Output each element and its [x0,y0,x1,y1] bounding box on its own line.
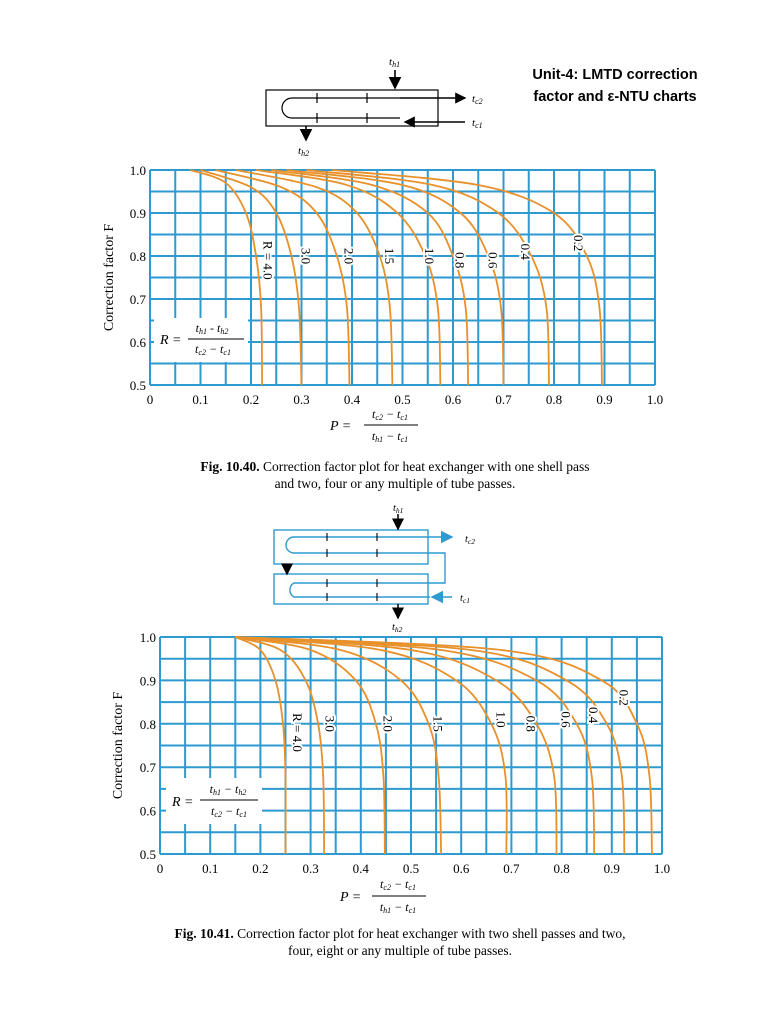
label-th2: th2 [298,145,310,158]
label-tc1: tc1 [472,117,483,130]
shell-outline [266,90,438,126]
y-tick-label: 0.8 [139,716,156,732]
p-formula-2 [339,877,426,915]
label-tc1-2: tc1 [460,593,471,605]
x-tick-label: 0.2 [252,861,269,876]
x-tick-label: 0.9 [596,392,613,407]
curve-label: 0.6 [485,252,501,269]
x-tick-label: 0.4 [343,392,361,407]
x-tick-label: 0.1 [192,392,209,407]
caption-1041-line2: four, eight or any multiple of tube passes. [287,943,513,958]
x-tick-label: 0.3 [302,861,319,876]
curve-label: 3.0 [298,247,314,265]
y-tick-label: 0.7 [139,760,156,776]
y-tick-label: 0.9 [129,206,146,221]
r-formula-numerator-2: th1 − th2 [209,782,247,797]
x-tick-label: 0.1 [202,861,219,876]
label-th1-2: th1 [393,503,404,515]
x-tick-label: 0.8 [553,861,570,876]
y-axis-label-2: Correction factor F [111,691,126,800]
curve-label: 1.5 [430,715,446,732]
axes [102,224,117,332]
y-tick-label: 1.0 [139,630,156,645]
tube-path [282,98,400,118]
schematic-two-shell [260,500,520,635]
curve-label: 0.8 [523,715,539,732]
curve-label: 2.0 [380,715,396,732]
x-tick-label: 0.6 [453,861,470,876]
shell-upper [274,530,428,564]
unit-title [470,64,760,108]
tick-labels-2 [140,630,670,876]
r-formula-denominator: tc2 − tc1 [195,342,231,357]
r-formula-denominator-2: tc2 − tc1 [211,804,247,819]
figure-number-1041: Fig. 10.41. [174,926,234,941]
x-tick-label: 0.8 [545,392,563,407]
curve-label: 0.8 [452,252,468,269]
axes-2 [111,692,126,800]
y-tick-label: 0.9 [139,673,156,689]
r-formula-lhs-2: R = [172,795,194,810]
x-tick-label: 0.2 [242,392,260,407]
label-th2-2: th2 [392,622,403,634]
r-formula-2 [166,778,262,824]
curve-label: 0.2 [616,689,632,706]
curve-label: 0.4 [518,243,534,260]
figure-caption-1041 [110,925,690,959]
x-tick-label: 0.6 [444,392,462,407]
caption-1040-line1: Correction factor plot for heat exchanger with one shell pass [263,459,590,474]
y-tick-label: 0.5 [139,847,156,862]
caption-1040-line2: and two, four or any multiple of tube passes. [274,476,516,491]
x-tick-label: 0.9 [603,861,620,876]
y-tick-label: 0.5 [129,378,146,393]
x-tick-label: 0.7 [495,392,512,407]
unit-title-line1: Unit-4: LMTD correction [532,67,698,83]
p-formula-denominator-2: th1 − tc1 [379,900,417,915]
figure-number-1040: Fig. 10.40. [200,459,260,474]
y-tick-label: 0.6 [139,803,156,819]
p-formula-denominator: th1 − tc1 [371,429,409,444]
label-tc2-2: tc2 [465,534,476,546]
caption-1041-line1: Correction factor plot for heat exchanger with two shell passes and two, [237,926,626,941]
label-th1: th1 [389,56,401,69]
unit-title-line2: factor and ε-NTU charts [533,89,697,105]
x-tick-label: 0 [156,861,164,876]
y-axis-label: Correction factor F [102,223,117,332]
y-tick-label: 0.8 [129,249,146,264]
shell-lower [274,574,428,604]
curve-label: R = 4.0 [290,713,306,752]
y-tick-label: 0.7 [129,292,146,307]
r-formula [154,318,248,362]
schematic-one-shell [250,52,510,162]
x-tick-label: 0.5 [394,392,411,407]
curve-label: 0.6 [558,711,574,728]
curve-label: 1.0 [493,711,509,728]
y-tick-label: 1.0 [129,163,146,178]
correction-factor-chart-two-shell [0,620,768,920]
r-formula-numerator: th1 - th2 [195,321,229,336]
tube-path-two-shell [286,537,445,597]
r-formula-lhs: R = [160,333,182,348]
p-formula-lhs: P = [330,419,352,434]
y-tick-label: 0.6 [129,335,146,350]
correction-factor-chart-one-shell [0,150,768,450]
p-formula-lhs-2: P = [340,890,362,905]
figure-caption-1040 [120,458,670,492]
label-tc2: tc2 [472,93,483,106]
x-tick-label: 0.5 [402,861,420,876]
p-formula-numerator: tc2 − tc1 [372,407,408,422]
curve-label: 0.2 [571,234,587,252]
curve-label: 3.0 [322,715,338,732]
x-tick-label: 0.3 [293,392,310,407]
curve-label: 1.0 [422,247,438,265]
x-tick-label: 0 [146,392,154,407]
tick-labels [130,163,663,407]
p-formula [329,407,418,444]
curve-label: 2.0 [341,247,357,265]
x-tick-label: 1.0 [653,861,671,876]
x-tick-label: 1.0 [646,392,664,407]
curve-label: 1.5 [381,247,397,265]
x-tick-label: 0.7 [503,861,520,876]
curve-label: 0.4 [586,706,602,724]
x-tick-label: 0.4 [352,861,369,876]
curve-label: R = 4.0 [260,240,276,280]
p-formula-numerator-2: tc2 − tc1 [380,877,416,892]
